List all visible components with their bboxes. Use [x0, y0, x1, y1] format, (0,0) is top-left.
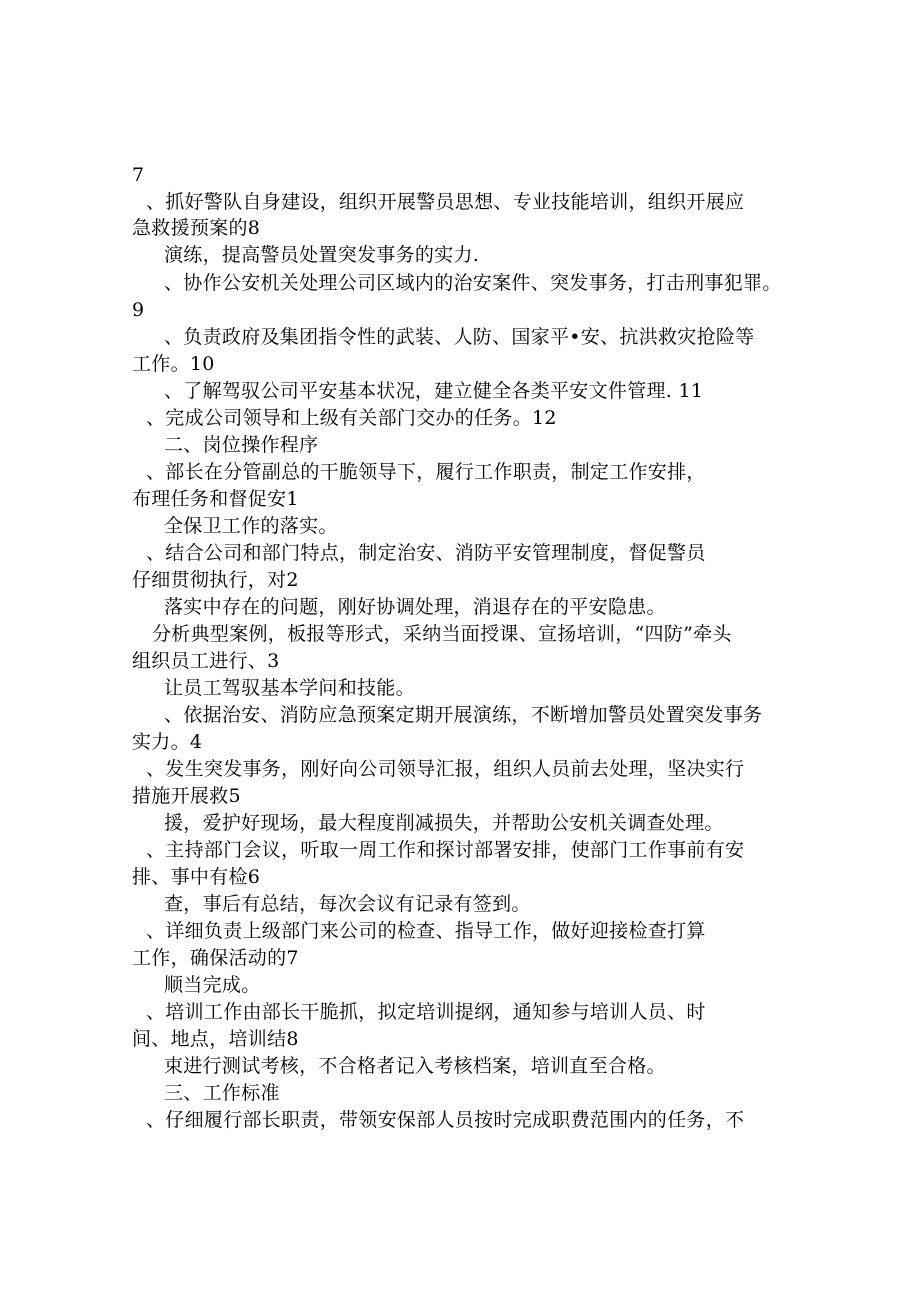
text-line: 排、事中有检6: [132, 866, 261, 888]
text-line: 仔细贯彻执行，对2: [132, 569, 299, 591]
text-line: 组织员工进行、3: [132, 650, 280, 672]
text-line: 、详细负责上级部门来公司的检查、指导工作，做好迎接检查打算: [146, 920, 706, 942]
text-line: 、主持部门会议，听取一周工作和探讨部署安排，使部门工作事前有安: [146, 839, 745, 861]
text-line: 让员工驾驭基本学问和技能。: [164, 677, 415, 699]
page-number: 7: [132, 164, 145, 186]
text-line: 措施开展救5: [132, 785, 241, 807]
text-line: 分析典型案例，板报等形式，采纳当面授课、宣扬培训，“四防”牵头: [152, 623, 732, 645]
section-heading: 二、岗位操作程序: [164, 434, 319, 456]
text-line: 、负责政府及集团指令性的武装、人防、国家平•安、抗洪救灾抢险等: [164, 326, 755, 348]
text-line: 间、地点，培训结8: [132, 1028, 299, 1050]
text-line: 、结合公司和部门特点，制定治安、消防平安管理制度，督促警员: [146, 542, 706, 564]
text-line: 、依据治安、消防应急预案定期开展演练，不断增加警员处置突发事务: [164, 704, 763, 726]
text-line: 急救援预案的8: [132, 217, 261, 239]
text-line: 、发生突发事务，刚好向公司领导汇报，组织人员前去处理，坚决实行: [146, 758, 745, 780]
text-line: 、仔细履行部长职责，带领安保部人员按时完成职费范围内的任务，不: [146, 1109, 745, 1131]
page-number: 9: [132, 299, 145, 321]
text-line: 顺当完成。: [164, 974, 261, 996]
text-line: 、培训工作由部长干脆抓，拟定培训提纲，通知参与培训人员、时: [146, 1001, 706, 1023]
text-line: 援，爱护好现场，最大程度削减损失，并帮助公安机关调查处理。: [164, 812, 724, 834]
text-line: 全保卫工作的落实。: [164, 515, 338, 537]
text-line: 工作，确保活动的7: [132, 947, 299, 969]
text-line: 查，事后有总结，每次会议有记录有签到。: [164, 893, 531, 915]
text-line: 、部长在分管副总的干脆领导下，履行工作职责，制定工作安排，: [146, 461, 706, 483]
text-line: 、抓好警队自身建设，组织开展警员思想、专业技能培训，组织开展应: [146, 191, 745, 213]
text-line: 、完成公司领导和上级有关部门交办的任务。12: [146, 407, 557, 429]
section-heading: 三、工作标准: [164, 1082, 280, 1104]
text-line: 工作。10: [132, 353, 215, 375]
text-line: 布理任务和督促安1: [132, 488, 299, 510]
text-line: 落实中存在的问题，刚好协调处理，消退存在的平安隐患。: [164, 596, 666, 618]
text-line: 、协作公安机关处理公司区域内的治安案件、突发事务，打击刑事犯罪。: [164, 272, 782, 294]
text-line: 演练，提高警员处置突发事务的实力.: [164, 244, 480, 266]
text-line: 束进行测试考核，不合格者记入考核档案，培训直至合格。: [164, 1055, 666, 1077]
text-line: 实力。4: [132, 731, 203, 753]
text-line: 、了解驾驭公司平安基本状况，建立健全各类平安文件管理. 11: [164, 380, 704, 402]
